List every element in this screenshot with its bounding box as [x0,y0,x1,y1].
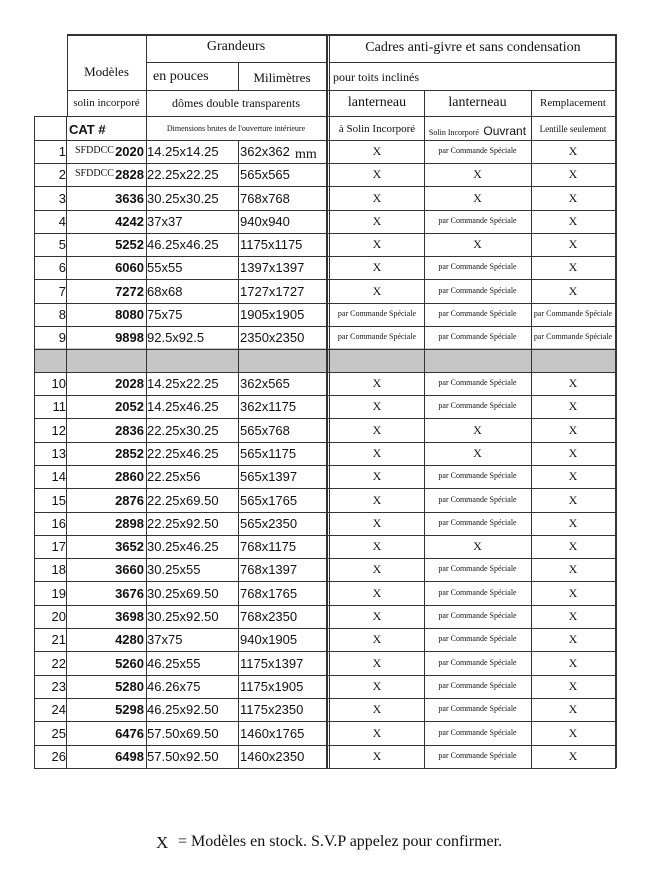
header-divider [34,116,35,140]
size-inches: 22.25x69.50 [147,493,219,508]
row-line [34,605,616,606]
row-line [34,581,616,582]
header-ouvrant: Ouvrant [483,124,527,138]
size-mm: 1905x1905 [240,307,305,322]
row-number: 16 [51,516,66,531]
row-line [34,721,616,722]
row-line [34,418,616,419]
row-line [34,395,616,396]
row-number: 8 [58,307,66,322]
stock-mark: X [473,167,482,181]
stock-mark: X [568,516,578,530]
stock-mark: X [372,144,382,158]
size-inches: 22.25x30.25 [147,423,219,438]
row-line [34,233,616,234]
special-order-note: par Commande Spéciale [337,309,417,318]
special-order-note: par Commande Spéciale [438,588,517,597]
header-line [146,62,326,63]
header-grandeurs: Grandeurs [206,39,266,54]
size-inches: 22.25x56 [147,469,201,484]
header-milimetres: Milimètres [253,70,311,85]
size-inches: 37x37 [147,214,183,229]
size-mm: 565x2350 [240,516,298,531]
cat-number: 4280 [115,632,144,647]
row-line [34,372,616,373]
row-line [34,628,616,629]
size-mm: 565x1397 [240,469,298,484]
cat-number: 3660 [115,562,144,577]
row-line [34,256,616,257]
row-line [34,768,616,769]
cat-number: 3676 [115,586,144,601]
cat-number: 3652 [115,539,144,554]
stock-mark: X [372,609,382,623]
row-number: 18 [51,562,66,577]
row-line [34,675,616,676]
stock-mark: X [372,539,382,553]
header-line [67,90,616,91]
size-mm: 940x940 [240,214,290,229]
stock-mark: X [372,516,382,530]
special-order-note: par Commande Spéciale [438,518,517,527]
model-prefix: SFDDCC [75,145,114,156]
header-lanterneau-1: lanterneau [347,95,407,110]
stock-mark: X [568,679,578,693]
row-line [34,465,616,466]
row-line [34,326,616,327]
size-mm: 768x1397 [240,562,298,577]
stock-mark: X [568,609,578,623]
row-line [34,558,616,559]
size-mm: 2350x2350 [240,330,305,345]
size-mm: 1727x1727 [240,284,305,299]
size-mm: 1175x1905 [240,679,304,694]
cat-number: 6498 [115,749,144,764]
header-line [329,62,616,63]
row-line [34,442,616,443]
stock-mark: X [372,214,382,228]
model-prefix: SFDDCC [75,168,114,179]
special-order-note: par Commande Spéciale [438,751,517,760]
header-a-solin: à Solin Incorporé [338,123,416,135]
header-en-pouces: en pouces [153,69,209,84]
size-inches: 57.50x69.50 [147,726,219,741]
row-number: 26 [51,749,66,764]
size-inches: 68x68 [147,284,183,299]
cat-number: 2860 [115,469,144,484]
stock-mark: X [372,284,382,298]
special-order-note: par Commande Spéciale [438,262,517,271]
special-order-note: par Commande Spéciale [337,332,417,341]
size-inches: 22.25x46.25 [147,446,219,461]
column-line [66,140,67,768]
cat-number: 6476 [115,726,144,741]
stock-mark: X [568,191,578,205]
stock-mark: X [372,423,382,437]
size-mm: 565x1175 [240,446,297,461]
special-order-note: par Commande Spéciale [533,332,613,341]
row-number: 11 [52,399,66,414]
stock-mark: X [473,423,482,437]
cat-number: 2020 [115,144,144,159]
size-inches: 46.25x55 [147,656,201,671]
header-solin-small: Solin Incorporé [428,128,479,137]
row-number: 7 [58,284,66,299]
size-inches: 30.25x69.50 [147,586,219,601]
cat-number: 5252 [115,237,144,252]
special-order-note: par Commande Spéciale [438,704,517,713]
cat-number: 2876 [115,493,144,508]
row-line [34,163,616,164]
header-dimensions: Dimensions brutes de l'ouverture intérieure [166,124,306,133]
stock-mark: X [372,399,382,413]
unit-mm: mm [295,147,317,162]
stock-mark: X [568,446,578,460]
special-order-note: par Commande Spéciale [438,332,517,341]
row-line [34,186,616,187]
stock-mark: X [372,167,382,181]
size-inches: 14.25x46.25 [147,399,219,414]
stock-mark: X [372,469,382,483]
row-number: 19 [51,586,66,601]
stock-mark: X [568,656,578,670]
special-order-note: par Commande Spéciale [438,216,517,225]
size-inches: 30.25x30.25 [147,191,219,206]
row-line [34,512,616,513]
size-inches: 46.26x75 [147,679,201,694]
special-order-note: par Commande Spéciale [533,309,613,318]
size-inches: 92.5x92.5 [147,330,205,345]
stock-mark: X [372,191,382,205]
size-mm: 565x768 [240,423,290,438]
special-order-note: par Commande Spéciale [438,681,517,690]
footer-x-marker: X [156,833,169,852]
stock-mark: X [568,167,578,181]
size-inches: 22.25x92.50 [147,516,219,531]
header-line [34,116,616,117]
stock-mark: X [568,469,578,483]
row-line [34,349,616,350]
cat-number: 4242 [115,214,144,229]
header-solin-ouvrant [424,122,531,140]
row-number: 14 [51,469,66,484]
size-inches: 46.25x46.25 [147,237,219,252]
stock-mark: X [568,376,578,390]
header-cat-number: CAT # [69,122,106,137]
size-mm: 1397x1397 [240,260,305,275]
row-number: 6 [58,260,66,275]
stock-mark: X [372,726,382,740]
stock-mark: X [372,376,382,390]
size-mm: 1175x2350 [240,702,304,717]
stock-mark: X [568,237,578,251]
size-mm: 1460x2350 [240,749,305,764]
stock-mark: X [568,749,578,763]
stock-mark: X [568,399,578,413]
stock-mark: X [372,237,382,251]
row-number: 24 [51,702,66,717]
column-line [238,140,239,768]
header-divider [66,116,67,140]
row-line [34,651,616,652]
cat-number: 6060 [115,260,144,275]
row-number: 23 [51,679,66,694]
row-number: 21 [51,632,66,647]
special-order-note: par Commande Spéciale [438,401,517,410]
column-line [615,140,617,768]
size-inches: 14.25x14.25 [147,144,219,159]
special-order-note: par Commande Spéciale [438,471,517,480]
stock-mark: X [372,632,382,646]
cat-number: 2852 [115,446,144,461]
special-order-note: par Commande Spéciale [438,611,517,620]
separator-band [34,348,616,372]
stock-mark: X [473,237,482,251]
cat-number: 2028 [115,376,144,391]
size-mm: 1175x1397 [240,656,304,671]
row-line [34,488,616,489]
header-remplacement: Remplacement [540,97,606,109]
row-line [34,745,616,746]
size-inches: 30.25x55 [147,562,201,577]
row-number: 2 [58,167,66,182]
row-number: 25 [51,726,66,741]
stock-mark: X [568,726,578,740]
size-inches: 46.25x92.50 [147,702,219,717]
size-mm: 768x2350 [240,609,298,624]
table-top-border [67,34,616,36]
cat-number: 2052 [115,399,144,414]
row-line [34,535,616,536]
stock-mark: X [568,284,578,298]
row-line [34,210,616,211]
header-lanterneau-2: lanterneau [448,95,507,110]
header-modeles: Modèles [84,64,129,79]
row-number: 4 [58,214,66,229]
stock-mark: X [568,144,578,158]
header-solin-incorpore: solin incorporé [73,97,140,109]
header-divider [326,34,328,140]
stock-mark: X [568,539,578,553]
cat-number: 7272 [115,284,144,299]
stock-mark: X [568,214,578,228]
cat-number: 3636 [115,191,144,206]
special-order-note: par Commande Spéciale [438,146,517,155]
stock-mark: X [372,586,382,600]
cat-number: 3698 [115,609,144,624]
header-cadres: Cadres anti-givre et sans condensation [365,40,581,55]
stock-mark: X [473,539,482,553]
header-lentille: Lentille seulement [539,124,607,134]
stock-mark: X [568,423,578,437]
cat-number: 2836 [115,423,144,438]
cat-number: 5260 [115,656,144,671]
header-line [34,140,616,141]
stock-mark: X [372,446,382,460]
size-inches: 30.25x92.50 [147,609,219,624]
special-order-note: par Commande Spéciale [438,309,517,318]
special-order-note: par Commande Spéciale [438,286,517,295]
header-domes: dômes double transparents [172,96,300,110]
size-mm: 362x362 [240,144,290,159]
footer-note: = Modèles en stock. S.V.P appelez pour confirmer. [178,833,503,850]
stock-mark: X [372,562,382,576]
size-inches: 22.25x22.25 [147,167,219,182]
row-number: 3 [58,191,66,206]
cat-number: 5280 [115,679,144,694]
special-order-note: par Commande Spéciale [438,378,517,387]
column-line [326,140,328,768]
size-mm: 768x1175 [240,539,297,554]
stock-mark: X [568,702,578,716]
cat-number: 2828 [115,167,144,182]
stock-mark: X [372,656,382,670]
cat-number: 5298 [115,702,144,717]
size-mm: 1175x1175 [240,237,303,252]
row-number: 10 [51,376,66,391]
size-mm: 1460x1765 [240,726,305,741]
size-mm: 362x1175 [240,399,297,414]
size-mm: 768x768 [240,191,290,206]
row-number: 13 [51,446,66,461]
stock-mark: X [372,679,382,693]
stock-mark: X [372,702,382,716]
size-inches: 57.50x92.50 [147,749,219,764]
row-number: 17 [51,539,66,554]
row-line [34,698,616,699]
stock-mark: X [372,493,382,507]
cat-number: 2898 [115,516,144,531]
row-number: 15 [51,493,66,508]
size-mm: 565x565 [240,167,290,182]
row-number: 9 [58,330,66,345]
special-order-note: par Commande Spéciale [438,658,517,667]
stock-mark: X [568,586,578,600]
size-inches: 75x75 [147,307,183,322]
row-line [34,279,616,280]
row-number: 22 [51,656,66,671]
stock-mark: X [372,260,382,274]
size-inches: 37x75 [147,632,183,647]
stock-mark: X [568,632,578,646]
header-toits-inclines: pour toits inclinés [333,70,419,84]
row-number: 1 [58,144,66,159]
size-mm: 565x1765 [240,493,298,508]
special-order-note: par Commande Spéciale [438,728,517,737]
stock-mark: X [473,446,482,460]
row-number: 5 [58,237,66,252]
row-number: 20 [51,609,66,624]
row-number: 12 [51,423,66,438]
cat-number: 8080 [115,307,144,322]
size-mm: 362x565 [240,376,290,391]
special-order-note: par Commande Spéciale [438,634,517,643]
row-line [34,303,616,304]
stock-mark: X [473,191,482,205]
stock-mark: X [372,749,382,763]
special-order-note: par Commande Spéciale [438,495,517,504]
cat-number: 9898 [115,330,144,345]
size-mm: 940x1905 [240,632,298,647]
size-inches: 55x55 [147,260,183,275]
size-mm: 768x1765 [240,586,298,601]
size-inches: 14.25x22.25 [147,376,219,391]
stock-mark: X [568,562,578,576]
stock-mark: X [568,493,578,507]
stock-mark: X [568,260,578,274]
size-inches: 30.25x46.25 [147,539,219,554]
special-order-note: par Commande Spéciale [438,564,517,573]
